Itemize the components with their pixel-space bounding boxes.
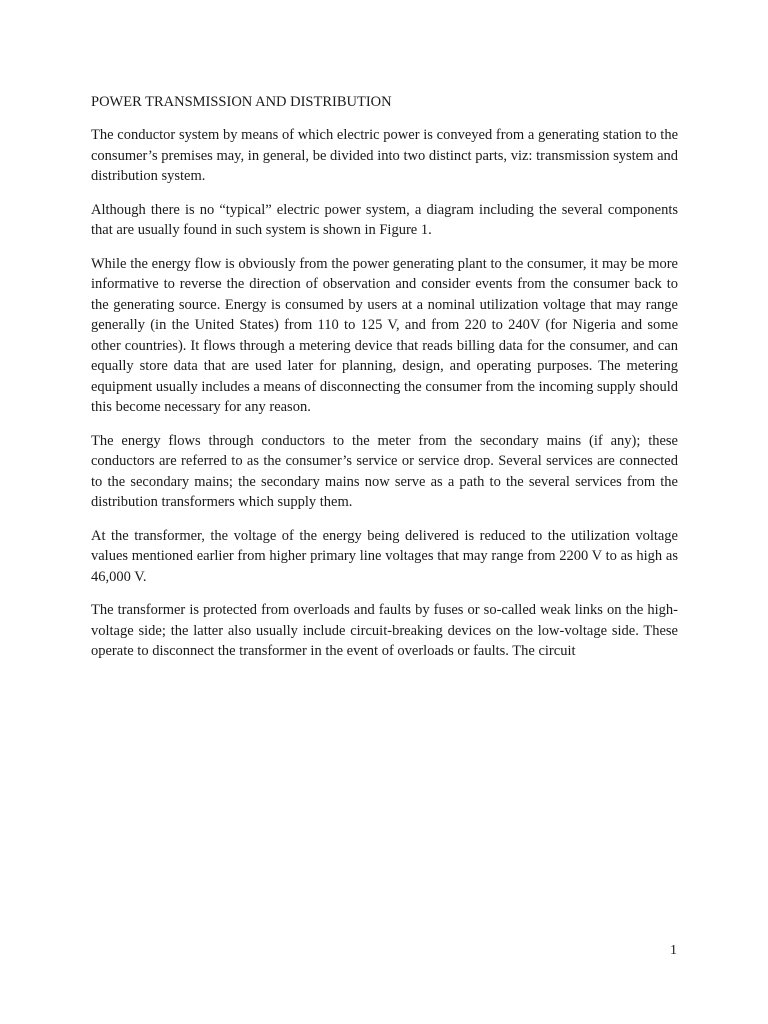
document-body (91, 93, 678, 675)
paragraph-conductors-to-meter: The energy flows through conductors to the meter from the secondary mains (if any); these conductors are referred to as the consumer’s service or service drop. Several services are connected to the secondary mains; the secondary mains now serve as a path to the several services from the distribution transformers which supply them. (91, 432, 678, 510)
page-number: 1 (670, 943, 677, 958)
paragraph-transformer-protection: The transformer is protected from overloads and faults by fuses or so-called weak links on the high-voltage side; the latter also usually include circuit-breaking devices on the low-voltage side. These operate to disconnect the transformer in the event of overloads or faults. The circuit (91, 602, 678, 659)
paragraph-transformer-voltage: At the transformer, the voltage of the energy being delivered is reduced to the utilization voltage values mentioned earlier from higher primary line voltages that may range from 2200 V to as high as 46,000 V. (91, 527, 678, 585)
paragraph-conductor-system: The conductor system by means of which electric power is conveyed from a generating station to the consumer’s premises may, in general, be divided into two distinct parts, viz: transmission system and distribution system. (91, 127, 678, 184)
paragraph-typical-system: Although there is no “typical” electric power system, a diagram including the several components that are usually found in such system is shown in Figure 1. (91, 201, 678, 238)
document-heading: POWER TRANSMISSION AND DISTRIBUTION (91, 94, 392, 110)
paragraph-energy-flow: While the energy flow is obviously from the power generating plant to the consumer, it may be more informative to reverse the direction of observation and consider events from the consumer back to the generating source. Energy is consumed by users at a nominal utilization voltage that may range generally (in the United States) from 110 to 125 V, and from 220 to 240V (for Nigeria and some other countries). It flows through a metering device that reads billing data for the consumer, and can equally store data that are used later for planning, design, and operating purposes. The metering equipment usually includes a means of disconnecting the consumer from the incoming supply should this become necessary for any reason. (91, 255, 678, 415)
